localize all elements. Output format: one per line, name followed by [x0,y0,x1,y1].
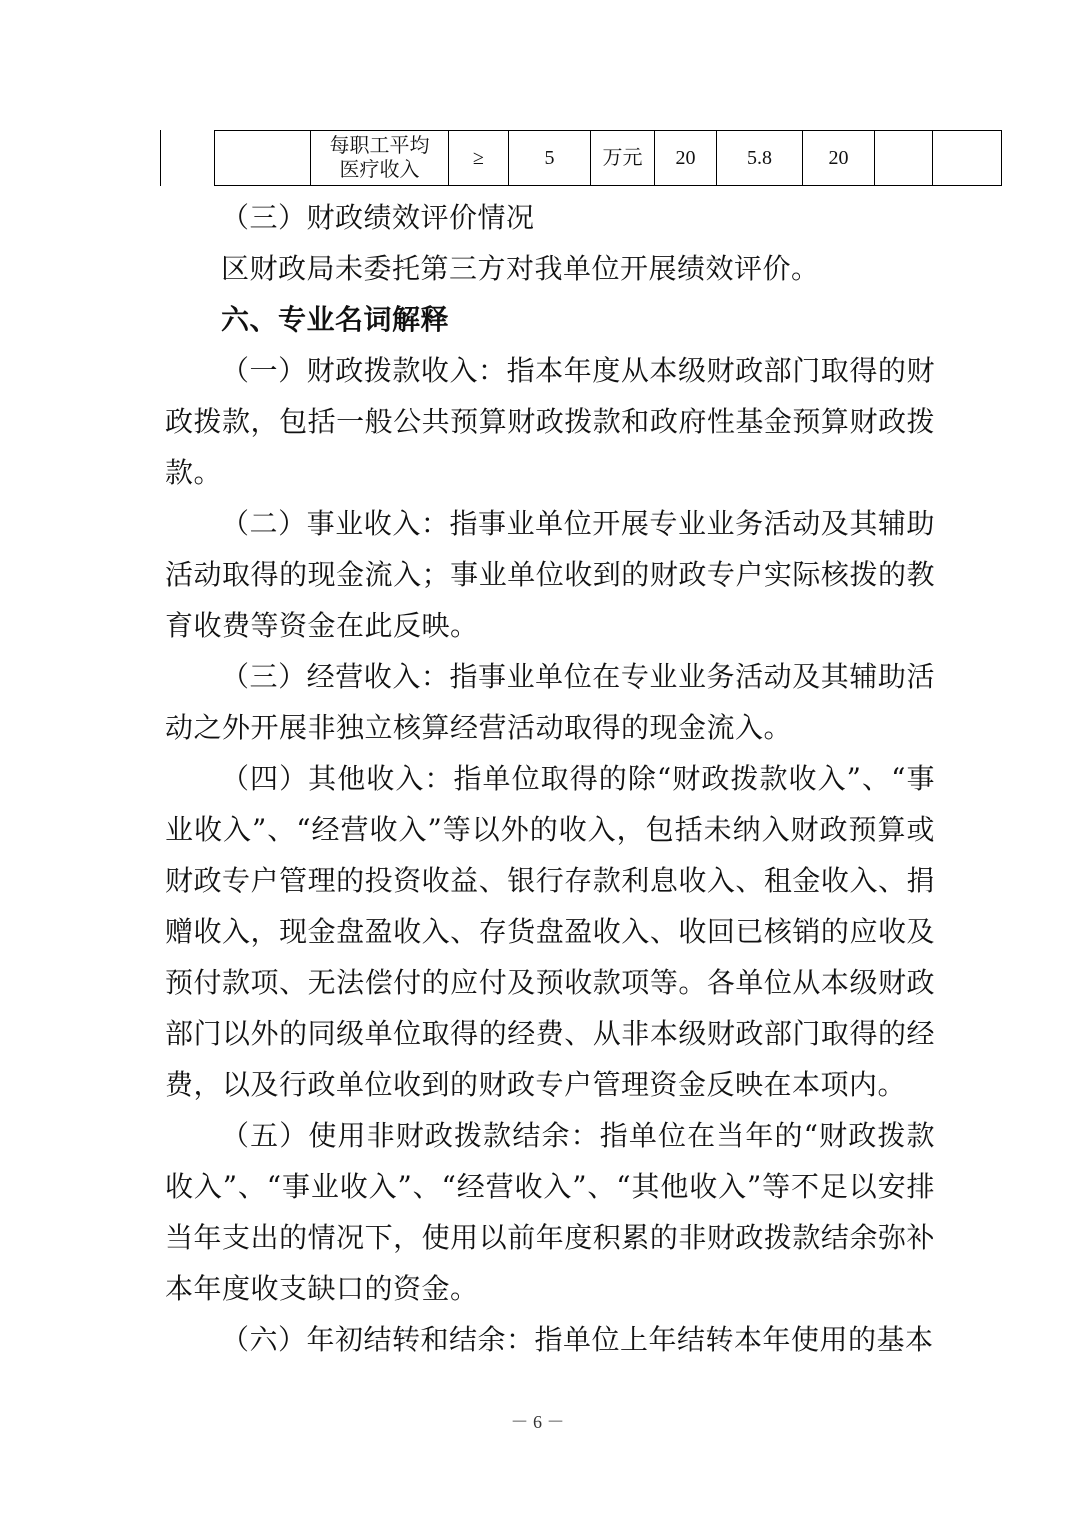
table-row [215,131,1002,186]
table-cell: ≥ [449,131,509,186]
paragraph [165,753,935,1110]
paragraph [165,651,935,753]
term-label: （三）经营收入： [221,660,450,693]
table-cell-indicator: 每职工平均医疗收入 [311,131,449,186]
page-number: － 6 － [510,1412,565,1432]
document-body [165,192,935,1365]
term-definition: 指单位上年结转本年使用的基本 [534,1323,934,1356]
table-cell: 5 [509,131,591,186]
table-cell [875,131,933,186]
table-cell: 20 [803,131,875,186]
section-heading: 六、专业名词解释 [221,303,450,336]
table-cell [215,131,311,186]
table-left-border [160,130,161,186]
term-label: （四）其他收入： [221,762,454,795]
term-label: （六）年初结转和结余： [221,1323,535,1356]
term-label: （五）使用非财政拨款结余： [221,1119,600,1152]
table-cell: 20 [655,131,717,186]
term-label: （一）财政拨款收入： [221,354,507,387]
paragraph [165,345,935,498]
paragraph [165,1314,935,1365]
table-cell [933,131,1002,186]
table-cell: 5.8 [717,131,803,186]
table-cell: 万元 [591,131,655,186]
performance-table [214,130,1002,186]
term-definition: 指事业单位在专业业务活动及其辅助活动之外开展非独立核算经营活动取得的现金流入。 [165,660,935,744]
paragraph [165,498,935,651]
paragraph [165,1110,935,1314]
term-definition: 指单位取得的除“财政拨款收入”、“事业收入”、“经营收入”等以外的收入，包括未纳入财政预算或财政专户管理的投资收益、银行存款利息收入、租金收入、捐赠收入，现金盘盈收入、存货盘盈收入、收回已核销的应收及预付款项、无法偿付的应付及预收款项等。各单位从本级财政部门以外的同级单位取得的经费、从非本级财政部门取得的经费，以及行政单位收到的财政专户管理资金反映在本项内。 [165,762,935,1101]
term-definition: 指单位在当年的“财政拨款收入”、“事业收入”、“经营收入”、“其他收入”等不足以安排当年支出的情况下，使用以前年度积累的非财政拨款结余弥补本年度收支缺口的资金。 [165,1119,935,1305]
term-definition: 指事业单位开展专业业务活动及其辅助活动取得的现金流入；事业单位收到的财政专户实际核拨的教育收费等资金在此反映。 [165,507,935,642]
paragraph: 区财政局未委托第三方对我单位开展绩效评价。 [221,252,820,285]
term-label: （二）事业收入： [221,507,450,540]
term-definition: 指本年度从本级财政部门取得的财政拨款，包括一般公共预算财政拨款和政府性基金预算财政拨款。 [165,354,935,489]
section-heading: （三）财政绩效评价情况 [221,201,535,234]
